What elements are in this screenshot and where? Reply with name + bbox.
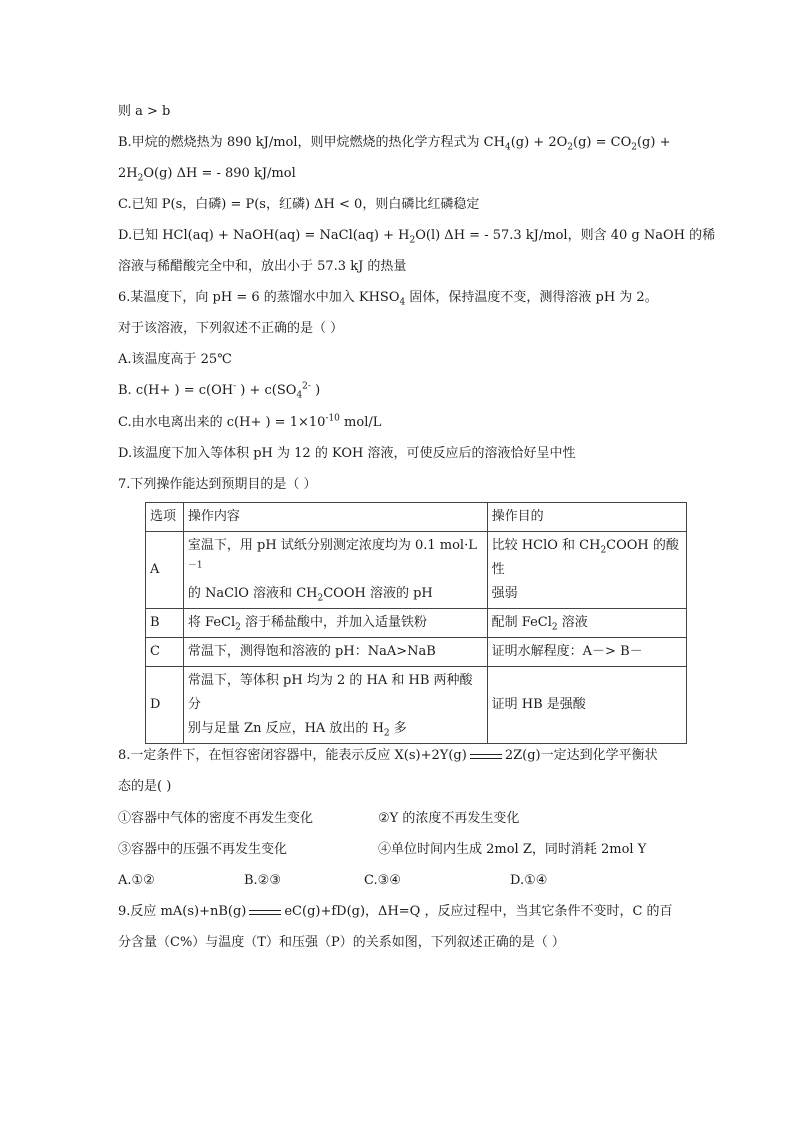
table-cell-option: D (146, 667, 184, 744)
equilibrium-arrow-icon (249, 907, 281, 917)
question-8-line1: 8.一定条件下，在恒容密闭容器中，能表示反应 X(s)+2Y(g) 2Z(g)一定达到化学平衡状 (118, 748, 658, 763)
option-c: C.已知 P(s，白磷) = P(s，红磷) ΔH < 0，则白磷比红磷稳定 (118, 197, 480, 212)
q6-option-c: C.由水电离出来的 c(H+ ) = $1\times 10^{-10}$ mol/L (118, 413, 382, 430)
question-6-line1: 6.某温度下，向 pH = 6 的蒸馏水中加入 $KHSO_4$ 固体，保持温度不变，测得溶液 pH 为 2。 (118, 290, 658, 308)
question-6-line2: 对于该溶液，下列叙述不正确的是（ ） (118, 321, 344, 336)
question-7-table (145, 502, 687, 744)
table-cell-content: 将 FeCl$_2$ 溶于稀盐酸中，并加入适量铁粉 (183, 609, 487, 638)
table-row (146, 667, 687, 744)
table-cell-option: B (146, 609, 184, 638)
q8-statement-3: ③容器中的压强不再发生变化 (118, 842, 288, 857)
table-cell-content: 常温下，等体积 pH 均为 2 的 HA 和 HB 两种酸分 别与足量 Zn 反应，HA 放出的 $H_2$ 多 (183, 667, 487, 744)
line-a-gt-b: 则 a > b (118, 104, 171, 119)
q6-option-d: D.该温度下加入等体积 pH 为 12 的 KOH 溶液，可使反应后的溶液恰好呈中性 (118, 446, 576, 461)
option-d-line1: D.已知 HCl(aq) + NaOH(aq) = NaCl(aq) + $H_2O(l) \Delta H$ = - 57.3 kJ/mol，则含 40 g NaOH 的稀 (118, 228, 716, 246)
q8-choice-d: D.①④ (510, 873, 548, 888)
table-cell-purpose: 证明 HB 是强酸 (487, 667, 686, 744)
table-cell-option: C (146, 638, 184, 667)
q6-option-a: A.该温度高于 25℃ (118, 352, 232, 367)
table-header-row (146, 503, 687, 532)
table-header-cell: 操作目的 (487, 503, 686, 532)
q8-choice-c: C.③④ (364, 873, 401, 888)
q8-choice-a: A.①② (118, 873, 155, 888)
table-header-cell: 操作内容 (183, 503, 487, 532)
option-b-line2: $2H_2O(g) \Delta H$ = - 890 kJ/mol (118, 166, 296, 184)
q8-choice-b: B.②③ (244, 873, 281, 888)
table-cell-option: A (146, 532, 184, 609)
equilibrium-arrow-icon (470, 751, 502, 761)
question-9-line1: 9.反应 mA(s)+nB(g) eC(g)+fD(g)，ΔH=Q ，反应过程中，当其它条件不变时，C 的百 (118, 904, 673, 919)
q6-option-b: B. c(H+ ) = c(OH- ) + $c(SO_4^{2-}$ ) (118, 381, 321, 401)
table-row (146, 609, 687, 638)
table-header-cell: 选项 (146, 503, 184, 532)
table-cell-content: 常温下，测得饱和溶液的 pH：NaA>NaB (183, 638, 487, 667)
table-cell-purpose: 比较 HClO 和 $CH_2COOH$ 的酸性 强弱 (487, 532, 686, 609)
table-cell-purpose: 配制 FeCl$_2$ 溶液 (487, 609, 686, 638)
table-row (146, 638, 687, 667)
question-9-line2: 分含量（C%）与温度（T）和压强（P）的关系如图，下列叙述正确的是（ ） (118, 935, 565, 950)
q8-statement-2: ②Y 的浓度不再发生变化 (378, 811, 520, 826)
q8-statement-4: ④单位时间内生成 2mol Z，同时消耗 2mol Y (378, 842, 647, 857)
option-b-line1: B.甲烷的燃烧热为 890 kJ/mol，则甲烷燃烧的热化学方程式为 $CH_4(g) + 2O_2(g) = CO_2(g)$ + (118, 135, 671, 153)
q8-statement-1: ①容器中气体的密度不再发生变化 (118, 811, 314, 826)
question-7: 7.下列操作能达到预期目的是（ ） (118, 477, 317, 492)
table-cell-content: 室温下，用 pH 试纸分别测定浓度均为 0.1 $mol\cdot L^{-1}$ 的 NaClO 溶液和 $CH_2COOH$ 溶液的 pH (183, 532, 487, 609)
table-row (146, 532, 687, 609)
question-8-line2: 态的是( ) (118, 779, 172, 794)
option-d-line2: 溶液与稀醋酸完全中和，放出小于 57.3 kJ 的热量 (118, 259, 407, 274)
table-cell-purpose: 证明水解程度：A－> B－ (487, 638, 686, 667)
